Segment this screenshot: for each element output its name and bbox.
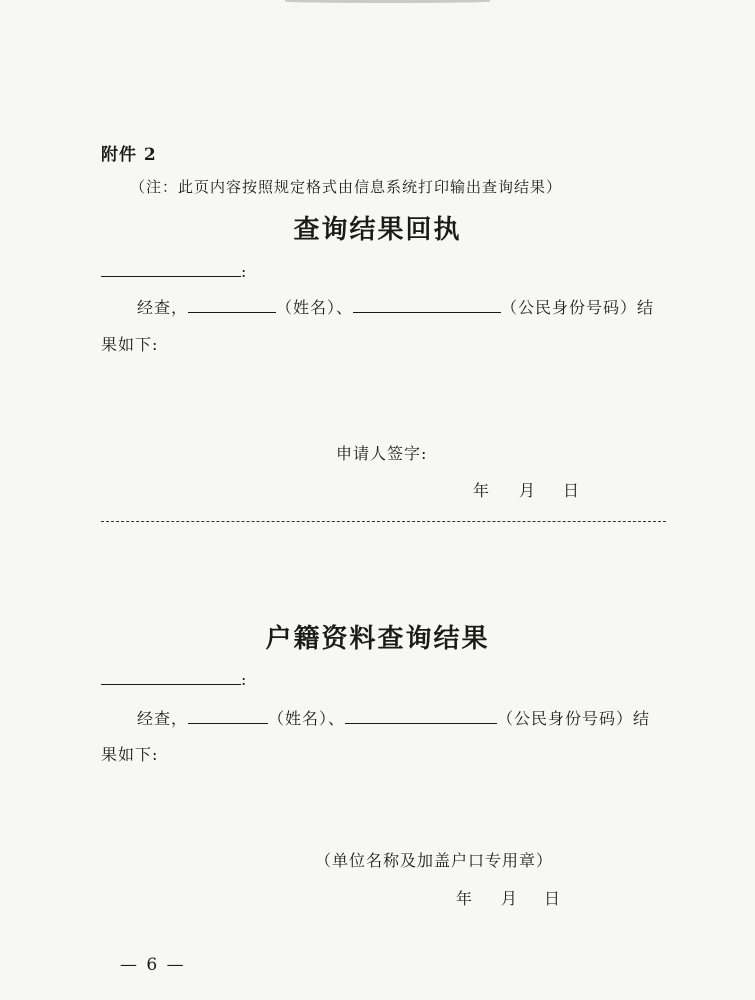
section1-date-day: 日	[563, 481, 580, 500]
addressee-blank[interactable]	[101, 666, 241, 685]
checked-text: 经查，	[137, 709, 189, 728]
name-label: （姓名）、	[276, 298, 354, 317]
addressee-colon: :	[241, 262, 247, 281]
section2-date-month: 月	[501, 889, 518, 908]
id-number-blank[interactable]	[345, 705, 497, 724]
section1-result-label: 果如下:	[101, 335, 159, 354]
section2-check-row	[137, 705, 650, 729]
name-label: （姓名）、	[268, 709, 346, 728]
section1-check-row	[137, 294, 654, 318]
section1-date-year: 年	[473, 481, 490, 500]
section1-date-month: 月	[519, 481, 536, 500]
id-number-label: （公民身份号码）结	[501, 298, 655, 317]
section2-date-year: 年	[456, 889, 473, 908]
name-blank[interactable]	[188, 294, 276, 313]
section1-addressee-row	[101, 258, 246, 281]
scan-edge	[285, 0, 490, 3]
page-number: — 6 —	[120, 955, 186, 975]
section1-title: 查询结果回执	[293, 215, 462, 245]
applicant-signature-label: 申请人签字:	[336, 444, 428, 463]
cut-line-divider	[101, 521, 666, 522]
section2-result-label: 果如下:	[101, 745, 159, 764]
addressee-blank[interactable]	[101, 258, 241, 277]
id-number-blank[interactable]	[353, 294, 501, 313]
addressee-colon: :	[241, 670, 247, 689]
section2-title: 户籍资料查询结果	[265, 624, 490, 654]
section2-addressee-row	[101, 666, 246, 689]
id-number-label: （公民身份号码）结	[497, 709, 651, 728]
checked-text: 经查，	[137, 298, 189, 317]
section2-date-day: 日	[544, 889, 561, 908]
name-blank[interactable]	[188, 705, 268, 724]
unit-stamp-label: （单位名称及加盖户口专用章）	[315, 851, 554, 870]
attachment-label: 附件 2	[101, 145, 157, 165]
print-note: （注：此页内容按照规定格式由信息系统打印输出查询结果）	[130, 178, 563, 196]
